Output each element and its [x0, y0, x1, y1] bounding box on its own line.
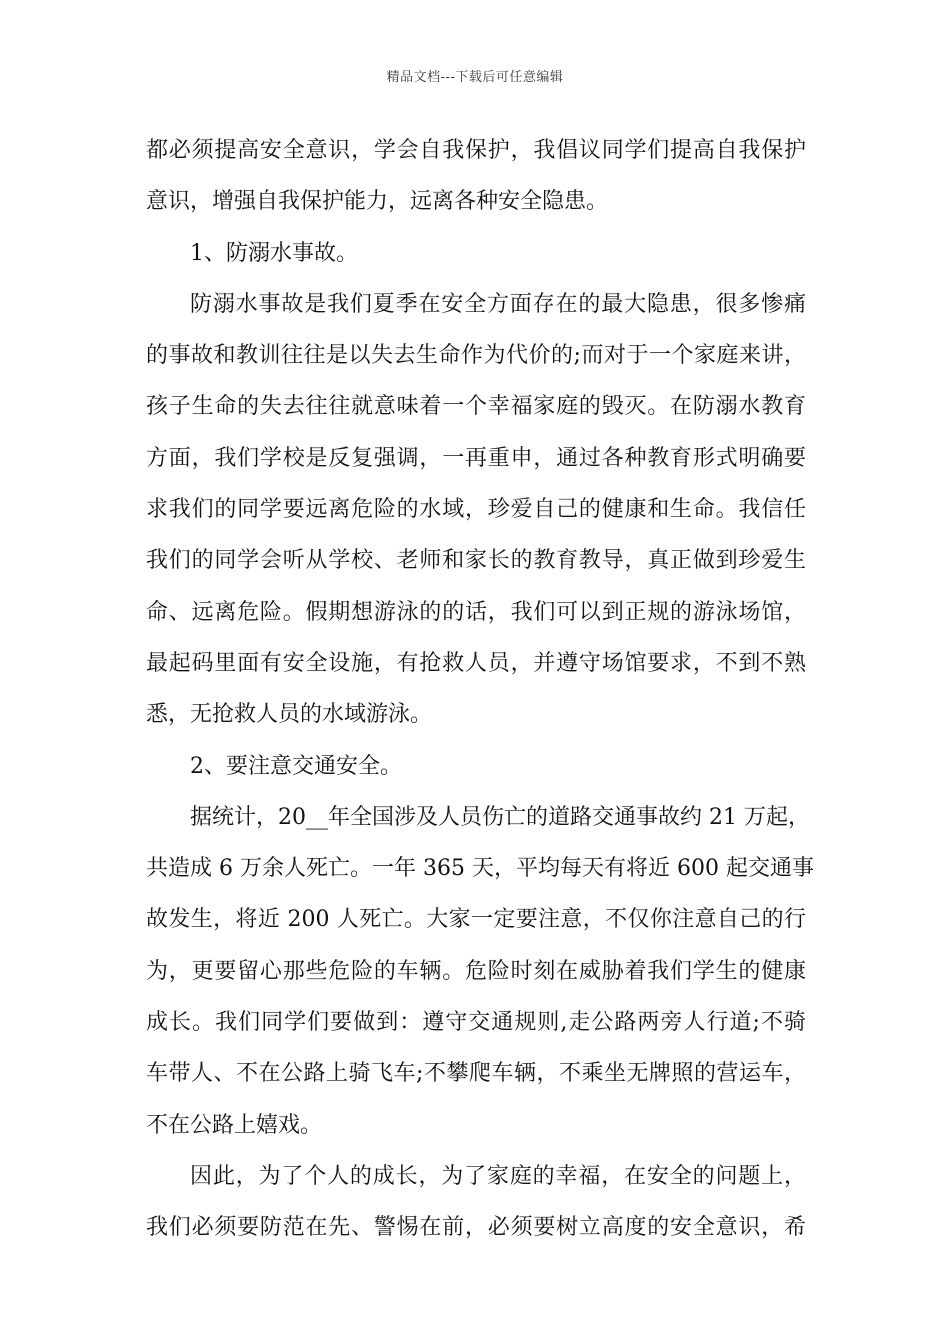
text-line: 因此，为了个人的成长，为了家庭的幸福，在安全的问题上， [190, 1163, 806, 1189]
text-line: 的事故和教训往往是以失去生命作为代价的;而对于一个家庭来讲， [146, 343, 806, 369]
text-line: 最起码里面有安全设施，有抢救人员，并遵守场馆要求，不到不熟 [146, 650, 806, 676]
text-line: 方面，我们学校是反复强调，一再重申，通过各种教育形式明确要 [146, 445, 806, 471]
text-line: 共造成 6 万余人死亡。一年 365 天，平均每天有将近 600 起交通事 [146, 856, 814, 882]
text-line: 成长。我们同学们要做到：遵守交通规则,走公路两旁人行道;不骑 [146, 1010, 806, 1036]
text-line: 命、远离危险。假期想游泳的的话，我们可以到正规的游泳场馆， [146, 599, 806, 625]
text-line: 为，更要留心那些危险的车辆。危险时刻在威胁着我们学生的健康 [146, 958, 806, 984]
text-line: 不在公路上嬉戏。 [146, 1112, 323, 1138]
text-line: 孩子生命的失去往往就意味着一个幸福家庭的毁灭。在防溺水教育 [146, 394, 806, 420]
document-body [146, 125, 814, 1254]
section-heading: 1、防溺水事故。 [190, 240, 358, 266]
text-line: 都必须提高安全意识，学会自我保护，我倡议同学们提高自我保护 [146, 138, 806, 163]
page-header: 精品文档---下载后可任意编辑 [386, 70, 564, 85]
text-line: 车带人、不在公路上骑飞车;不攀爬车辆，不乘坐无牌照的营运车， [146, 1061, 806, 1087]
text-line: 防溺水事故是我们夏季在安全方面存在的最大隐患，很多惨痛 [190, 291, 806, 317]
text-line: 求我们的同学要远离危险的水域，珍爱自己的健康和生命。我信任 [146, 497, 806, 523]
section-heading: 2、要注意交通安全。 [190, 753, 402, 779]
text-line: 故发生，将近 200 人死亡。大家一定要注意，不仅你注意自己的行 [146, 907, 806, 933]
text-line: 我们必须要防范在先、警惕在前，必须要树立高度的安全意识，希 [146, 1215, 806, 1241]
text-line: 我们的同学会听从学校、老师和家长的教育教导，真正做到珍爱生 [146, 548, 806, 574]
text-line: 意识，增强自我保护能力，远离各种安全隐患。 [146, 189, 609, 215]
text-line: 据统计，20__年全国涉及人员伤亡的道路交通事故约 21 万起， [190, 804, 810, 830]
text-line: 悉，无抢救人员的水域游泳。 [146, 702, 433, 728]
